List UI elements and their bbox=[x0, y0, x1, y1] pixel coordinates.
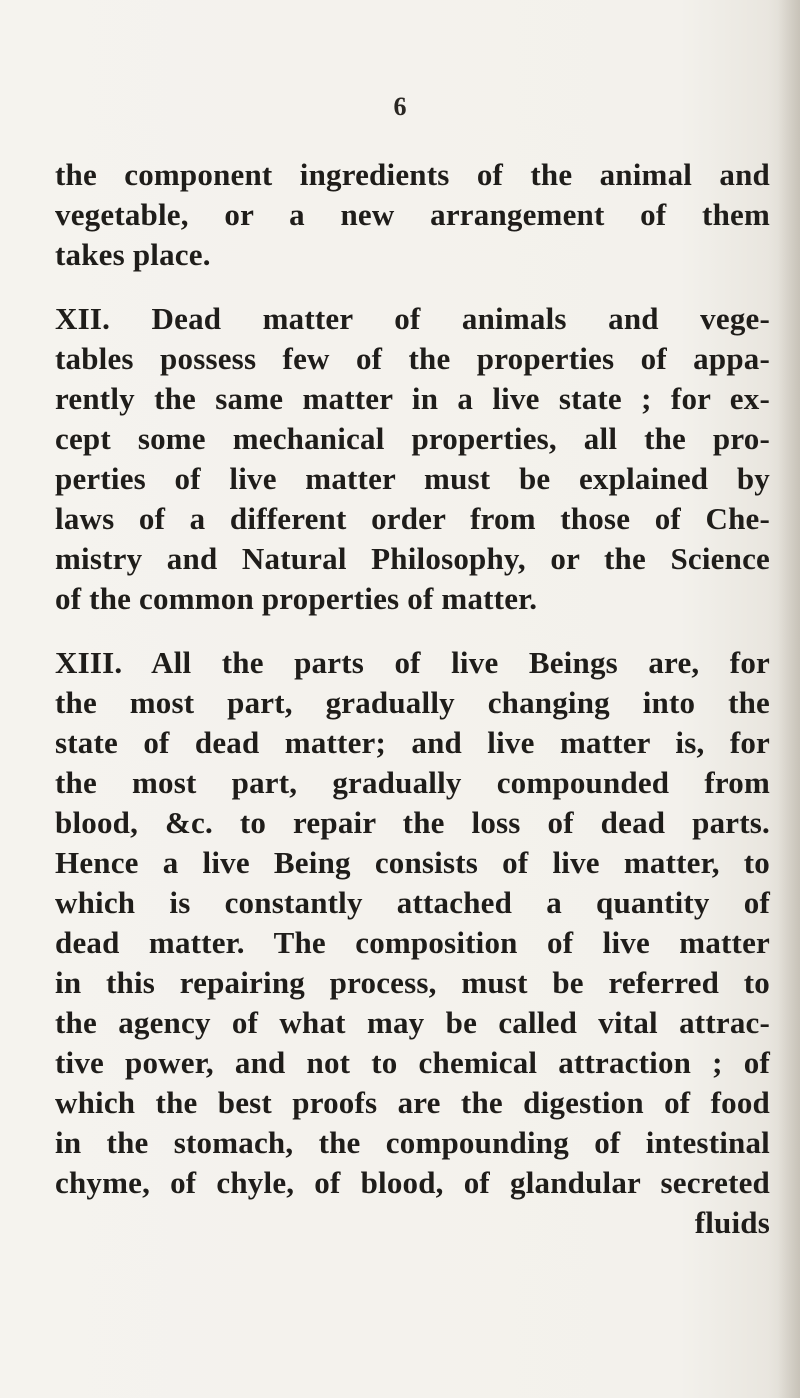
paragraph-gap bbox=[55, 619, 770, 643]
paragraph-continued bbox=[55, 155, 770, 275]
text-line: which is constantly attached a quantity of bbox=[55, 885, 770, 920]
page-body bbox=[55, 155, 770, 1243]
text-line: the agency of what may be called vital attrac- bbox=[55, 1005, 770, 1040]
catchword: fluids bbox=[694, 1205, 770, 1240]
text-line: tables possess few of the properties of appa- bbox=[55, 341, 770, 376]
text-line: dead matter. The composition of live matter bbox=[55, 925, 770, 960]
paragraph-xii bbox=[55, 299, 770, 619]
text-line: perties of live matter must be explained by bbox=[55, 461, 770, 496]
text-line: tive power, and not to chemical attraction ; of bbox=[55, 1045, 770, 1080]
text-line: laws of a different order from those of Che- bbox=[55, 501, 770, 536]
text-line: rently the same matter in a live state ; for ex- bbox=[55, 381, 770, 416]
text-line: the most part, gradually compounded from bbox=[55, 765, 770, 800]
paragraph-gap bbox=[55, 275, 770, 299]
text-line: chyme, of chyle, of blood, of glandular secreted bbox=[55, 1165, 770, 1200]
text-line: Hence a live Being consists of live matter, to bbox=[55, 845, 770, 880]
text-line: XII. Dead matter of animals and vege- bbox=[55, 301, 770, 336]
text-line: mistry and Natural Philosophy, or the Science bbox=[55, 541, 770, 576]
text-line: blood, &c. to repair the loss of dead parts. bbox=[55, 805, 770, 840]
page-edge-shadow bbox=[778, 0, 800, 1398]
text-line: in the stomach, the compounding of intestinal bbox=[55, 1125, 770, 1160]
text-line: vegetable, or a new arrangement of them bbox=[55, 197, 770, 232]
paragraph-xiii bbox=[55, 643, 770, 1203]
text-line: cept some mechanical properties, all the pro- bbox=[55, 421, 770, 456]
text-line: takes place. bbox=[55, 237, 211, 272]
text-line: the component ingredients of the animal and bbox=[55, 157, 770, 192]
text-line: state of dead matter; and live matter is, for bbox=[55, 725, 770, 760]
page-number: 6 bbox=[393, 92, 407, 121]
text-line: which the best proofs are the digestion of food bbox=[55, 1085, 770, 1120]
text-line: XIII. All the parts of live Beings are, for bbox=[55, 645, 770, 680]
text-line: of the common properties of matter. bbox=[55, 581, 538, 616]
text-line: the most part, gradually changing into the bbox=[55, 685, 770, 720]
text-line: in this repairing process, must be referred to bbox=[55, 965, 770, 1000]
